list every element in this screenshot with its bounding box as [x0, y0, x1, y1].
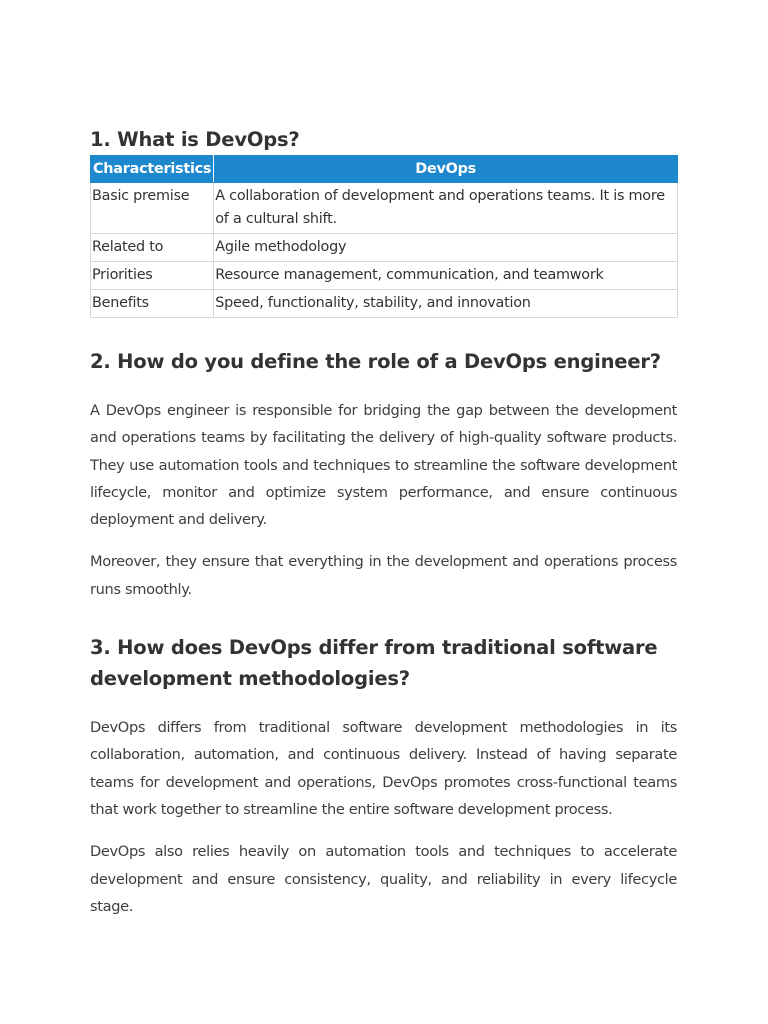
section-3-paragraph-2: DevOps also relies heavily on automation tools and techniques to accelerate development and ensure consistency, quality, and reliability in every lifecycle stage. — [90, 843, 677, 915]
section-2-paragraph-2: Moreover, they ensure that everything in the development and operations process runs smoothly. — [90, 553, 677, 598]
table-cell-label: Priorities — [91, 262, 214, 290]
table-row — [91, 262, 678, 290]
section-1-heading: 1. What is DevOps? — [90, 128, 300, 151]
table-row — [91, 290, 678, 318]
table-cell-label: Benefits — [91, 290, 214, 318]
table-row — [91, 234, 678, 262]
table-header-devops: DevOps — [214, 156, 678, 183]
table-cell-value: Speed, functionality, stability, and innovation — [214, 290, 678, 318]
table-cell-value: Resource management, communication, and teamwork — [214, 262, 678, 290]
table-header-characteristics: Characteristics — [91, 156, 214, 183]
table-cell-label: Related to — [91, 234, 214, 262]
table-header-row — [91, 156, 678, 183]
article-content — [90, 124, 677, 920]
section-2-paragraph-1: A DevOps engineer is responsible for bridging the gap between the development and operations teams by facilitating the delivery of high-quality software products. They use automation tools and techniques to streamline the software development lifecycle, monitor and optimize system performance, and ensure continuous deployment and delivery. — [90, 402, 677, 529]
section-2-heading: 2. How do you define the role of a DevOps engineer? — [90, 350, 661, 373]
section-3-heading: 3. How does DevOps differ from traditional software development methodologies? — [90, 636, 658, 691]
section-3-paragraph-1: DevOps differs from traditional software development methodologies in its collaboration, automation, and continuous delivery. Instead of having separate teams for development and operations, DevOps promotes cross-functional teams that work together to streamline the entire software development process. — [90, 719, 677, 818]
table-cell-value: A collaboration of development and operations teams. It is more of a cultural shift. — [214, 183, 678, 234]
table-cell-value: Agile methodology — [214, 234, 678, 262]
table-cell-label: Basic premise — [91, 183, 214, 234]
comparison-table — [90, 155, 678, 318]
table-row — [91, 183, 678, 234]
